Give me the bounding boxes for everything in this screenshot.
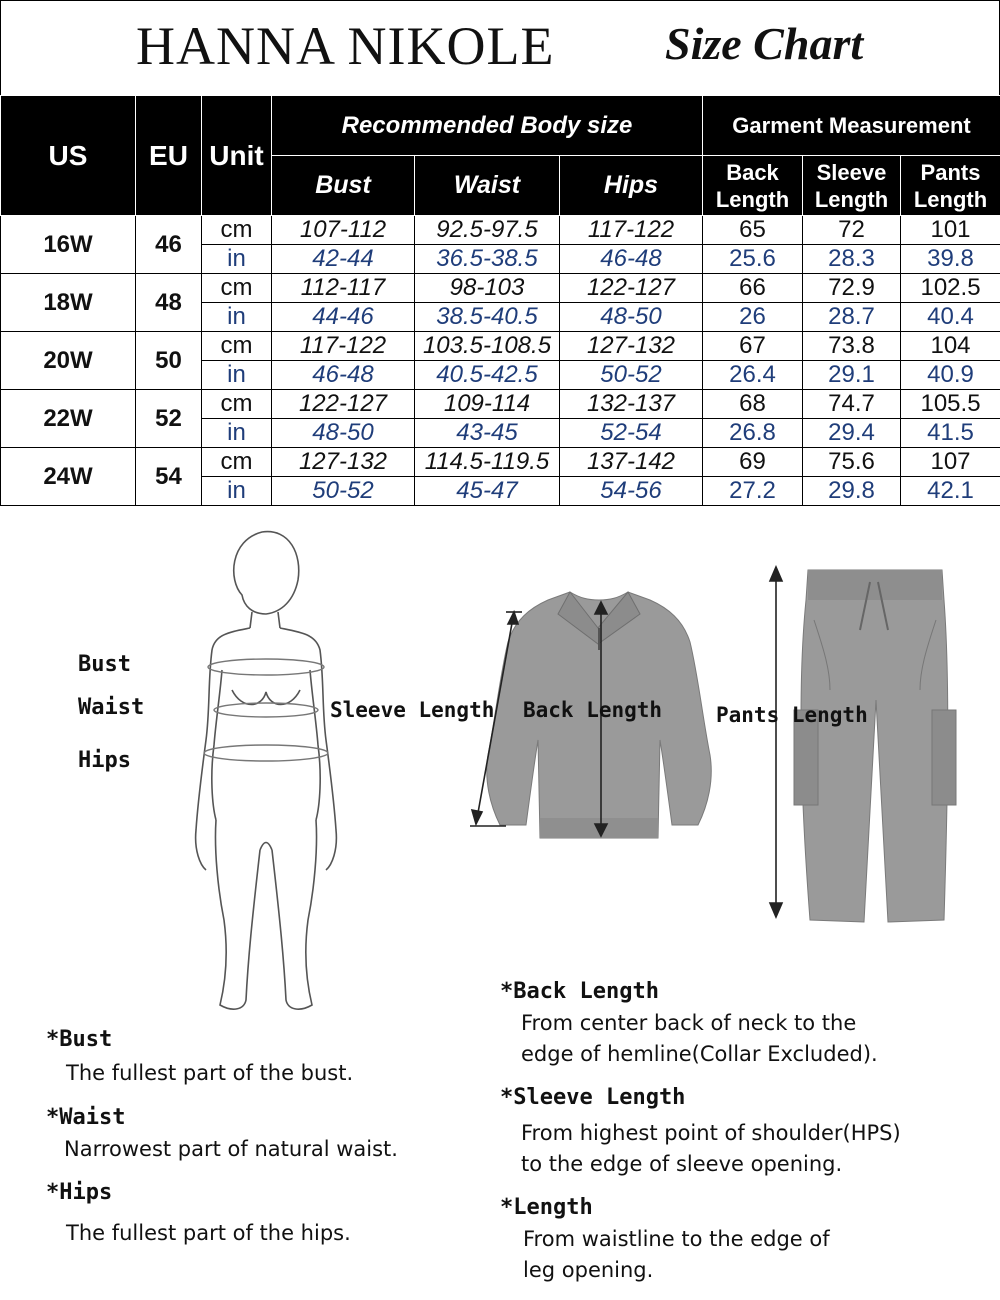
cell-pants-length: 41.5 (901, 419, 1000, 448)
cell-sleeve-length: 29.8 (803, 477, 901, 506)
cell-hips: 137-142 (560, 448, 703, 477)
cell-sleeve-length: 75.6 (803, 448, 901, 477)
cell-us-size: 16W (1, 216, 136, 274)
cell-sleeve-length: 28.3 (803, 245, 901, 274)
header-recommended-body-size: Recommended Body size (272, 96, 703, 156)
cell-waist: 38.5-40.5 (415, 303, 560, 332)
table-row (1, 274, 1000, 303)
cell-unit: in (202, 477, 272, 506)
cell-unit: cm (202, 274, 272, 303)
cell-back-length: 26.8 (703, 419, 803, 448)
cell-back-length: 66 (703, 274, 803, 303)
cell-unit: cm (202, 390, 272, 419)
brand-title: HANNA NIKOLE (136, 16, 555, 76)
cell-us-size: 18W (1, 274, 136, 332)
cell-sleeve-length: 29.4 (803, 419, 901, 448)
cell-waist: 98-103 (415, 274, 560, 303)
cell-waist: 40.5-42.5 (415, 361, 560, 390)
cell-unit: cm (202, 332, 272, 361)
cell-back-length: 25.6 (703, 245, 803, 274)
cell-unit: cm (202, 216, 272, 245)
cell-hips: 127-132 (560, 332, 703, 361)
cell-waist: 36.5-38.5 (415, 245, 560, 274)
cell-waist: 114.5-119.5 (415, 448, 560, 477)
definition-text: From highest point of shoulder(HPS) (521, 1121, 901, 1145)
definition-title: *Back Length (500, 979, 659, 1004)
header-garment-measurement: Garment Measurement (703, 96, 1000, 156)
cell-back-length: 26 (703, 303, 803, 332)
cell-eu-size: 52 (136, 390, 202, 448)
cell-sleeve-length: 72.9 (803, 274, 901, 303)
cell-sleeve-length: 73.8 (803, 332, 901, 361)
cell-waist: 45-47 (415, 477, 560, 506)
cell-hips: 50-52 (560, 361, 703, 390)
size-table (0, 95, 1000, 506)
label-pants-length: Pants Length (716, 703, 868, 727)
definition-text: Narrowest part of natural waist. (64, 1137, 398, 1161)
cell-unit: in (202, 361, 272, 390)
header-back-length: Back Length (703, 156, 803, 216)
cell-pants-length: 104 (901, 332, 1000, 361)
cell-hips: 48-50 (560, 303, 703, 332)
cell-bust: 127-132 (272, 448, 415, 477)
cell-unit: in (202, 419, 272, 448)
cell-back-length: 69 (703, 448, 803, 477)
cell-pants-length: 40.9 (901, 361, 1000, 390)
cell-back-length: 65 (703, 216, 803, 245)
cell-bust: 107-112 (272, 216, 415, 245)
cell-hips: 46-48 (560, 245, 703, 274)
table-row (1, 448, 1000, 477)
cell-pants-length: 101 (901, 216, 1000, 245)
pants-length-arrow (765, 565, 787, 920)
cell-sleeve-length: 72 (803, 216, 901, 245)
cell-bust: 117-122 (272, 332, 415, 361)
cell-hips: 54-56 (560, 477, 703, 506)
definition-text: From center back of neck to the (521, 1011, 857, 1035)
cell-bust: 44-46 (272, 303, 415, 332)
definition-text: From waistline to the edge of (523, 1227, 830, 1251)
definition-text: The fullest part of the bust. (66, 1061, 354, 1085)
cell-eu-size: 50 (136, 332, 202, 390)
label-back-length: Back Length (523, 698, 663, 722)
size-chart-title: Size Chart (665, 18, 864, 69)
header-waist: Waist (415, 156, 560, 216)
cell-waist: 109-114 (415, 390, 560, 419)
cell-sleeve-length: 74.7 (803, 390, 901, 419)
header-sleeve-length: Sleeve Length (803, 156, 901, 216)
label-waist: Waist (78, 695, 145, 720)
header-eu: EU (136, 96, 202, 216)
cell-back-length: 68 (703, 390, 803, 419)
cell-bust: 46-48 (272, 361, 415, 390)
label-sleeve-length: Sleeve Length (330, 698, 495, 722)
cell-bust: 48-50 (272, 419, 415, 448)
cell-bust: 112-117 (272, 274, 415, 303)
cell-bust: 42-44 (272, 245, 415, 274)
definition-text: leg opening. (523, 1258, 654, 1282)
cell-pants-length: 107 (901, 448, 1000, 477)
cell-pants-length: 40.4 (901, 303, 1000, 332)
label-hips: Hips (78, 748, 131, 773)
header-us: US (1, 96, 136, 216)
cell-sleeve-length: 28.7 (803, 303, 901, 332)
cell-back-length: 26.4 (703, 361, 803, 390)
definition-text: edge of hemline(Collar Excluded). (521, 1042, 878, 1066)
definition-title: *Bust (46, 1027, 113, 1052)
table-row (1, 216, 1000, 245)
cell-waist: 103.5-108.5 (415, 332, 560, 361)
cell-eu-size: 54 (136, 448, 202, 506)
size-table-body (1, 216, 1000, 506)
cell-back-length: 27.2 (703, 477, 803, 506)
definition-title: *Hips (46, 1180, 113, 1205)
cell-hips: 52-54 (560, 419, 703, 448)
cell-back-length: 67 (703, 332, 803, 361)
label-bust: Bust (78, 652, 131, 677)
cell-unit: cm (202, 448, 272, 477)
header-bust: Bust (272, 156, 415, 216)
definition-title: *Sleeve Length (500, 1085, 686, 1110)
table-row (1, 332, 1000, 361)
cell-hips: 122-127 (560, 274, 703, 303)
header-unit: Unit (202, 96, 272, 216)
table-row (1, 390, 1000, 419)
cell-pants-length: 105.5 (901, 390, 1000, 419)
header-hips: Hips (560, 156, 703, 216)
definition-title: *Length (500, 1195, 593, 1220)
cell-pants-length: 39.8 (901, 245, 1000, 274)
cell-hips: 132-137 (560, 390, 703, 419)
cell-sleeve-length: 29.1 (803, 361, 901, 390)
cell-bust: 122-127 (272, 390, 415, 419)
body-figure (170, 520, 360, 1020)
cell-hips: 117-122 (560, 216, 703, 245)
cell-pants-length: 102.5 (901, 274, 1000, 303)
cell-eu-size: 46 (136, 216, 202, 274)
definition-text: The fullest part of the hips. (66, 1221, 351, 1245)
definition-text: to the edge of sleeve opening. (521, 1152, 843, 1176)
cell-waist: 43-45 (415, 419, 560, 448)
pants-image (790, 560, 960, 930)
cell-eu-size: 48 (136, 274, 202, 332)
cell-us-size: 22W (1, 390, 136, 448)
chart-header (0, 0, 1000, 96)
cell-us-size: 20W (1, 332, 136, 390)
cell-pants-length: 42.1 (901, 477, 1000, 506)
cell-waist: 92.5-97.5 (415, 216, 560, 245)
header-pants-length: Pants Length (901, 156, 1000, 216)
cell-us-size: 24W (1, 448, 136, 506)
cell-bust: 50-52 (272, 477, 415, 506)
definition-title: *Waist (46, 1105, 126, 1130)
cell-unit: in (202, 303, 272, 332)
cell-unit: in (202, 245, 272, 274)
